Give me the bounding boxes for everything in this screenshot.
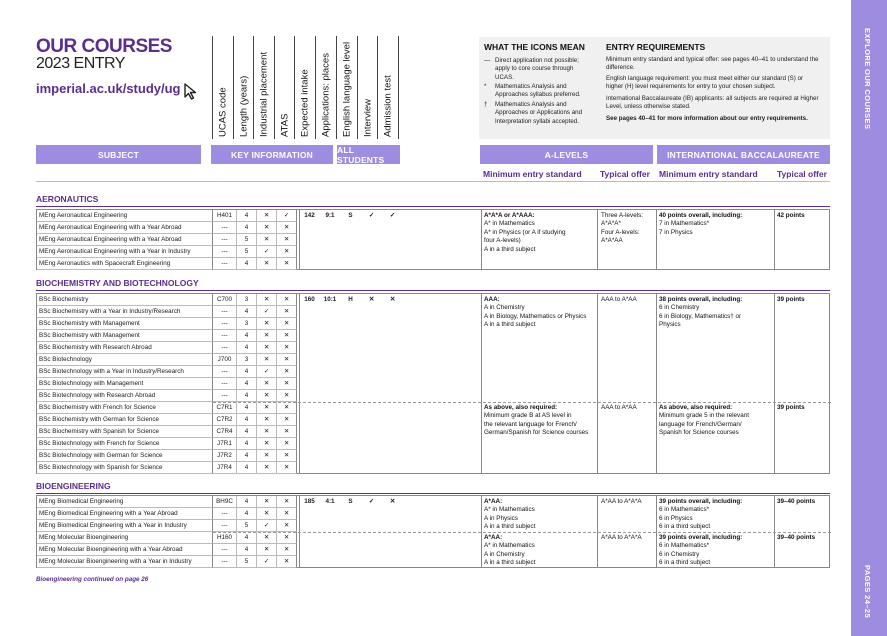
- requirement-al-min: [484, 534, 596, 568]
- all-students-bar: ALL STUDENTS: [337, 145, 400, 164]
- cell-atas: ✕: [277, 520, 297, 532]
- cell-ucas: C7R4: [213, 426, 237, 438]
- cell-ucas: ---: [213, 556, 237, 568]
- cell-ind: ✕: [257, 210, 277, 222]
- cell-ind: ✕: [257, 342, 277, 354]
- side-label-bottom: [848, 565, 878, 625]
- requirement-ib-typ: [777, 296, 831, 304]
- requirement-line: A* in Mathematics: [484, 542, 535, 550]
- requirement-line: 6 in Biology, Mathematics† or: [659, 312, 742, 320]
- column-header-label: ATAS: [279, 113, 291, 137]
- column-divider: [299, 294, 300, 473]
- stat-ratio: 9:1: [325, 212, 335, 219]
- column-divider: [774, 294, 775, 473]
- table-row[interactable]: [37, 378, 829, 390]
- requirement-line: Four A-levels:: [601, 228, 640, 236]
- cell-ind: ✕: [257, 532, 277, 544]
- course-name: BSc Biochemistry with Management: [37, 318, 213, 330]
- course-name: MEng Molecular Bioengineering: [37, 532, 213, 544]
- cell-atas: ✕: [277, 306, 297, 318]
- stat-eng: S: [348, 212, 353, 219]
- page-title: OUR COURSES: [36, 36, 172, 57]
- stat-interview: ✓: [368, 212, 375, 219]
- requirement-line: 6 in Physics: [659, 514, 693, 522]
- stat-eng: S: [348, 498, 353, 505]
- stat-test: ✕: [389, 296, 396, 303]
- cell-len: 4: [237, 426, 257, 438]
- cell-len: 3: [237, 354, 257, 366]
- requirement-line: A*AA:: [484, 498, 503, 505]
- requirement-al-typ: [601, 498, 657, 506]
- cell-ucas: ---: [213, 544, 237, 556]
- cell-ucas: ---: [213, 306, 237, 318]
- cell-ucas: J7R2: [213, 450, 237, 462]
- stat-intake: 160: [304, 296, 315, 303]
- cell-ind: ✕: [257, 414, 277, 426]
- cursor-icon: [183, 82, 201, 100]
- course-name: BSc Biochemistry: [37, 294, 213, 306]
- cell-atas: ✕: [277, 508, 297, 520]
- column-header: [315, 36, 335, 139]
- section-title: AERONAUTICS: [36, 194, 99, 204]
- requirement-line: A in a third subject: [484, 321, 536, 329]
- cell-ind: ✕: [257, 402, 277, 414]
- legend-icon-text-1: Direct application not possible; apply to core course through UCAS.: [495, 57, 579, 81]
- requirement-line: the relevant language for French/: [484, 420, 577, 428]
- cell-len: 5: [237, 234, 257, 246]
- column-header-label: Industrial placement: [258, 51, 270, 137]
- cell-ucas: ---: [213, 258, 237, 270]
- cell-ucas: ---: [213, 330, 237, 342]
- stat-ratio: 4:1: [325, 498, 335, 505]
- section-rule: [36, 206, 830, 207]
- requirement-al-typ: [601, 212, 657, 246]
- cell-ind: ✕: [257, 258, 277, 270]
- cell-len: 4: [237, 330, 257, 342]
- requirement-line: Three A-levels:: [601, 212, 643, 219]
- stat-ratio: 10:1: [323, 296, 337, 303]
- stat-interview: ✓: [368, 498, 375, 505]
- cell-atas: ✕: [277, 342, 297, 354]
- requirement-ib-typ: [777, 498, 831, 506]
- requirement-ib-min: [659, 534, 771, 568]
- requirement-ib-typ: [777, 404, 831, 412]
- column-header-label: Admission test: [382, 75, 394, 137]
- course-table: [36, 209, 830, 270]
- cell-atas: ✕: [277, 246, 297, 258]
- section-rule: [36, 493, 830, 494]
- table-row[interactable]: [37, 450, 829, 462]
- requirement-ib-min: [659, 498, 771, 532]
- requirement-ib-typ: [777, 534, 831, 542]
- table-row[interactable]: [37, 438, 829, 450]
- course-table: [36, 495, 830, 568]
- requirement-line: 39–40 points: [777, 534, 816, 541]
- cell-ind: ✕: [257, 330, 277, 342]
- column-header: [377, 36, 397, 139]
- course-name: BSc Biotechnology with German for Science: [37, 450, 213, 462]
- cell-len: 4: [237, 222, 257, 234]
- requirement-al-typ: [601, 534, 657, 542]
- course-name: BSc Biotechnology with a Year in Industry/Research: [37, 366, 213, 378]
- requirement-line: As above, also required:: [484, 404, 558, 411]
- cell-ind: ✓: [257, 520, 277, 532]
- course-name: MEng Molecular Bioengineering with a Year Abroad: [37, 544, 213, 556]
- cell-ind: ✕: [257, 294, 277, 306]
- requirement-line: A*AA to A*A*A: [601, 534, 642, 541]
- side-label-top: [848, 28, 878, 130]
- cell-atas: ✕: [277, 378, 297, 390]
- entry-requirements-title: ENTRY REQUIREMENTS: [606, 42, 706, 52]
- cell-ind: ✕: [257, 318, 277, 330]
- legend-icon-text-3: Mathematics Analysis and Approaches or Applications and Interpretation syllabi accepted.: [495, 101, 583, 125]
- ib-bar: INTERNATIONAL BACCALAUREATE: [657, 145, 830, 164]
- legend-dash-icon: —: [484, 57, 491, 64]
- table-row[interactable]: [37, 462, 829, 474]
- cell-atas: ✕: [277, 294, 297, 306]
- requirement-line: 39 points overall, including:: [659, 534, 743, 541]
- course-name: BSc Biotechnology with French for Science: [37, 438, 213, 450]
- cell-atas: ✓: [277, 210, 297, 222]
- requirement-line: 42 points: [777, 212, 805, 219]
- column-header: [253, 36, 273, 139]
- cell-ucas: C7R2: [213, 414, 237, 426]
- requirement-ib-typ: [777, 212, 831, 220]
- table-row[interactable]: [37, 246, 829, 258]
- requirement-line: A*AA to A*A*A: [601, 498, 642, 505]
- explore-courses-label: EXPLORE OUR COURSES: [863, 28, 872, 130]
- cell-ind: ✓: [257, 556, 277, 568]
- cell-ucas: ---: [213, 366, 237, 378]
- column-header-end: [398, 36, 399, 139]
- entry-text-3: International Baccalaureate (IB) applicants: all subjects are required at Higher Level, unless otherwise stated.: [606, 95, 819, 111]
- cell-ind: ✓: [257, 306, 277, 318]
- cell-len: 4: [237, 366, 257, 378]
- a-levels-bar: A-LEVELS: [480, 145, 653, 164]
- cell-atas: ✕: [277, 532, 297, 544]
- cell-len: 4: [237, 258, 257, 270]
- cell-len: 4: [237, 342, 257, 354]
- requirement-ib-min: [659, 296, 771, 330]
- course-name: MEng Aeronautical Engineering with a Year in Industry: [37, 246, 213, 258]
- requirement-line: A in a third subject: [484, 523, 536, 531]
- key-information-bar: KEY INFORMATION: [211, 145, 333, 164]
- subject-bar: SUBJECT: [36, 145, 201, 164]
- cell-len: 4: [237, 306, 257, 318]
- column-header: [212, 36, 232, 139]
- requirement-al-min: [484, 498, 596, 532]
- cell-ucas: ---: [213, 342, 237, 354]
- course-name: MEng Molecular Bioengineering with a Year in Industry: [37, 556, 213, 568]
- cell-len: 4: [237, 414, 257, 426]
- requirement-line: A in Biology, Mathematics or Physics: [484, 312, 587, 320]
- course-name: BSc Biotechnology with Research Abroad: [37, 390, 213, 402]
- cell-atas: ✕: [277, 390, 297, 402]
- cell-ind: ✓: [257, 246, 277, 258]
- cell-atas: ✕: [277, 414, 297, 426]
- course-table: [36, 293, 830, 474]
- table-row[interactable]: [37, 366, 829, 378]
- legend-asterisk-icon: *: [484, 83, 487, 90]
- course-name: MEng Aeronautics with Spacecraft Engineering: [37, 258, 213, 270]
- cell-ucas: J700: [213, 354, 237, 366]
- course-name: BSc Biochemistry with French for Science: [37, 402, 213, 414]
- ib-min-label: Minimum entry standard: [659, 169, 758, 179]
- cell-ind: ✕: [257, 354, 277, 366]
- column-header-label: English language level: [341, 41, 353, 137]
- cell-ucas: C7R1: [213, 402, 237, 414]
- requirement-al-typ: [601, 296, 657, 304]
- course-name: MEng Biomedical Engineering with a Year in Industry: [37, 520, 213, 532]
- requirement-ib-min: [659, 212, 771, 237]
- requirement-line: A* in Physics (or A if studying: [484, 228, 566, 236]
- course-name: BSc Biochemistry with a Year in Industry/Research: [37, 306, 213, 318]
- cell-atas: ✕: [277, 222, 297, 234]
- pages-label: PAGES 24–25: [863, 565, 872, 619]
- cell-ind: ✕: [257, 426, 277, 438]
- cell-atas: ✕: [277, 402, 297, 414]
- requirement-line: A in Chemistry: [484, 550, 525, 558]
- requirement-line: A* in Mathematics: [484, 220, 535, 228]
- cell-ind: ✕: [257, 508, 277, 520]
- requirement-line: A in Physics: [484, 514, 518, 522]
- requirement-line: German/Spanish for Science courses: [484, 429, 589, 437]
- cell-ind: ✓: [257, 366, 277, 378]
- column-header: [357, 36, 377, 139]
- cell-ucas: ---: [213, 390, 237, 402]
- requirement-al-typ: [601, 404, 657, 412]
- al-min-label: Minimum entry standard: [483, 169, 582, 179]
- cell-atas: ✕: [277, 462, 297, 474]
- cell-len: 3: [237, 294, 257, 306]
- entry-text-4: See pages 40–41 for more information about our entry requirements.: [606, 115, 808, 122]
- requirement-line: four A-levels): [484, 237, 521, 245]
- cell-len: 4: [237, 532, 257, 544]
- column-divider: [656, 294, 657, 473]
- ib-typ-label: Typical offer: [777, 169, 827, 179]
- cell-ucas: H401: [213, 210, 237, 222]
- stat-eng: H: [348, 296, 353, 303]
- legend-box: [479, 37, 830, 139]
- requirement-line: 6 in Chemistry: [659, 304, 700, 312]
- cell-ind: ✕: [257, 462, 277, 474]
- course-name: MEng Aeronautical Engineering with a Year Abroad: [37, 234, 213, 246]
- cell-len: 4: [237, 544, 257, 556]
- cell-ucas: ---: [213, 378, 237, 390]
- cell-atas: ✕: [277, 330, 297, 342]
- requirement-line: 39–40 points: [777, 498, 816, 505]
- cell-ucas: ---: [213, 222, 237, 234]
- requirement-line: 6 in Mathematics*: [659, 542, 710, 550]
- cell-atas: ✕: [277, 366, 297, 378]
- cell-atas: ✕: [277, 556, 297, 568]
- legend-dagger-icon: †: [484, 101, 488, 108]
- cell-ucas: H160: [213, 532, 237, 544]
- entry-text-1: Minimum entry standard and typical offer: see pages 40–41 to understand the difference.: [606, 56, 819, 72]
- cell-atas: ✕: [277, 258, 297, 270]
- stat-intake: 142: [304, 212, 315, 219]
- course-url-link[interactable]: imperial.ac.uk/study/ug: [36, 81, 181, 96]
- table-row[interactable]: [37, 342, 829, 354]
- column-divider: [597, 210, 598, 269]
- cell-ind: ✕: [257, 390, 277, 402]
- al-typ-label: Typical offer: [600, 169, 650, 179]
- cell-ind: ✕: [257, 544, 277, 556]
- requirement-line: A*AA:: [484, 534, 503, 541]
- requirement-line: 7 in Physics: [659, 228, 693, 236]
- requirement-line: Minimum grade B at AS level in: [484, 412, 572, 420]
- entry-text-2: English language requirement: you must meet either our standard (S) or higher (H) level requirements for entry to your chosen subject.: [606, 75, 804, 91]
- cell-ucas: ---: [213, 508, 237, 520]
- cell-len: 4: [237, 496, 257, 508]
- requirement-line: 39 points: [777, 404, 805, 411]
- course-name: BSc Biotechnology with Management: [37, 378, 213, 390]
- block-divider: [213, 532, 831, 533]
- cell-ucas: ---: [213, 246, 237, 258]
- requirement-line: 6 in Mathematics*: [659, 506, 710, 514]
- cell-len: 5: [237, 556, 257, 568]
- cell-ucas: C700: [213, 294, 237, 306]
- table-row[interactable]: [37, 330, 829, 342]
- cell-ucas: ---: [213, 520, 237, 532]
- column-header: [294, 36, 314, 139]
- requirement-line: 6 in a third subject: [659, 523, 711, 531]
- requirement-line: 6 in a third subject: [659, 559, 711, 567]
- cell-len: 4: [237, 450, 257, 462]
- cell-ind: ✕: [257, 450, 277, 462]
- requirement-line: 39 points overall, including:: [659, 498, 743, 505]
- stat-interview: ✕: [368, 296, 375, 303]
- stat-test: ✕: [389, 498, 396, 505]
- stat-intake: 185: [304, 498, 315, 505]
- block-divider: [213, 402, 831, 403]
- requirement-al-min: [484, 404, 596, 438]
- requirement-line: Minimum grade 5 in the relevant: [659, 412, 749, 420]
- requirement-line: AAA to A*AA: [601, 404, 637, 411]
- cell-len: 4: [237, 402, 257, 414]
- requirement-line: 7 in Mathematics*: [659, 220, 710, 228]
- cell-ucas: J7R4: [213, 462, 237, 474]
- requirement-line: 38 points overall, including:: [659, 296, 743, 303]
- requirement-line: AAA:: [484, 296, 500, 303]
- requirement-line: A*A*A*: [601, 220, 621, 228]
- column-divider: [597, 294, 598, 473]
- section-rule: [36, 290, 830, 291]
- cell-ind: ✕: [257, 378, 277, 390]
- legend-icon-text-2: Mathematics Analysis and Approaches syllabus preferred.: [495, 83, 581, 99]
- course-name: MEng Aeronautical Engineering with a Year Abroad: [37, 222, 213, 234]
- requirement-al-min: [484, 296, 596, 330]
- column-header-label: Expected intake: [299, 69, 311, 137]
- requirement-line: AAA to A*AA: [601, 296, 637, 303]
- requirement-al-min: [484, 212, 596, 254]
- requirement-line: A in a third subject: [484, 559, 536, 567]
- cell-atas: ✕: [277, 354, 297, 366]
- course-name: BSc Biotechnology: [37, 354, 213, 366]
- requirement-line: A*A*A or A*AAA:: [484, 212, 535, 219]
- course-name: BSc Biochemistry with Research Abroad: [37, 342, 213, 354]
- requirement-line: A in a third subject: [484, 245, 536, 253]
- cell-atas: ✕: [277, 496, 297, 508]
- section-title: BIOENGINEERING: [36, 481, 111, 491]
- column-header: [336, 36, 356, 139]
- cell-len: 4: [237, 210, 257, 222]
- column-header-label: Length (years): [238, 75, 250, 137]
- course-name: BSc Biotechnology with Spanish for Science: [37, 462, 213, 474]
- column-divider: [481, 294, 482, 473]
- column-divider: [774, 210, 775, 269]
- cell-len: 3: [237, 318, 257, 330]
- table-row[interactable]: [37, 390, 829, 402]
- requirement-line: Spanish for Science courses: [659, 429, 739, 437]
- cell-atas: ✕: [277, 544, 297, 556]
- table-row[interactable]: [37, 354, 829, 366]
- cell-len: 4: [237, 438, 257, 450]
- icons-legend-title: WHAT THE ICONS MEAN: [484, 42, 585, 52]
- cell-atas: ✕: [277, 426, 297, 438]
- cell-atas: ✕: [277, 450, 297, 462]
- course-name: BSc Biochemistry with Management: [37, 330, 213, 342]
- cell-len: 5: [237, 246, 257, 258]
- requirement-line: 40 points overall, including:: [659, 212, 743, 219]
- cell-ind: ✕: [257, 234, 277, 246]
- column-header-label: Interview: [362, 98, 374, 137]
- cell-ind: ✕: [257, 438, 277, 450]
- header-divider: [36, 181, 830, 182]
- section-title: BIOCHEMISTRY AND BIOTECHNOLOGY: [36, 278, 199, 288]
- course-name: BSc Biochemistry with German for Science: [37, 414, 213, 426]
- column-header: [274, 36, 294, 139]
- requirement-ib-min: [659, 404, 771, 438]
- cell-len: 5: [237, 520, 257, 532]
- cell-len: 4: [237, 462, 257, 474]
- requirement-line: 6 in Chemistry: [659, 550, 700, 558]
- column-header-label: Applications: places: [320, 53, 332, 137]
- column-header-label: UCAS code: [217, 87, 229, 137]
- cell-len: 4: [237, 378, 257, 390]
- cell-ucas: BH9C: [213, 496, 237, 508]
- continued-note: Bioengineering continued on page 26: [36, 576, 149, 583]
- course-name: MEng Aeronautical Engineering: [37, 210, 213, 222]
- column-header: [233, 36, 253, 139]
- requirement-line: A in Chemistry: [484, 304, 525, 312]
- requirement-line: A* in Mathematics: [484, 506, 535, 514]
- cell-ucas: ---: [213, 234, 237, 246]
- requirement-line: A*A*AA: [601, 237, 623, 245]
- cell-ucas: ---: [213, 318, 237, 330]
- course-name: BSc Biochemistry with Spanish for Science: [37, 426, 213, 438]
- cell-ind: ✕: [257, 222, 277, 234]
- requirement-line: As above, also required:: [659, 404, 733, 411]
- page-subtitle: 2023 ENTRY: [36, 55, 125, 72]
- course-name: MEng Biomedical Engineering: [37, 496, 213, 508]
- course-name: MEng Biomedical Engineering with a Year Abroad: [37, 508, 213, 520]
- column-divider: [481, 210, 482, 269]
- requirement-line: Physics: [659, 321, 681, 329]
- table-row[interactable]: [37, 258, 829, 270]
- cell-atas: ✕: [277, 318, 297, 330]
- stat-test: ✓: [389, 212, 396, 219]
- requirement-line: language for French/German/: [659, 420, 742, 428]
- cell-ind: ✕: [257, 496, 277, 508]
- cell-ucas: J7R1: [213, 438, 237, 450]
- cell-atas: ✕: [277, 234, 297, 246]
- cell-atas: ✕: [277, 438, 297, 450]
- cell-len: 4: [237, 390, 257, 402]
- requirement-line: 39 points: [777, 296, 805, 303]
- cell-len: 4: [237, 508, 257, 520]
